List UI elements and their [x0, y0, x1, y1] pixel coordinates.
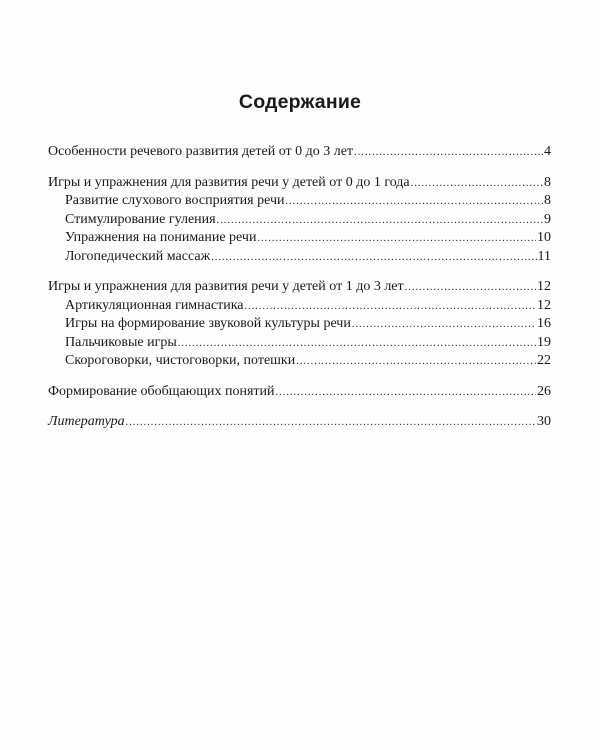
toc-entry-page: 8 — [544, 193, 551, 208]
toc-entry-page: 10 — [537, 230, 551, 245]
dot-leader — [257, 230, 536, 248]
toc-entry-label: Особенности речевого развития детей от 0 до 3 лет — [48, 144, 354, 159]
toc-entry-label: Развитие слухового восприятия речи — [65, 193, 285, 208]
toc-subentry — [48, 192, 551, 211]
toc-entry-page: 22 — [537, 353, 551, 368]
toc-entry-label: Упражнения на понимание речи — [65, 230, 257, 245]
page-title: Содержание — [238, 91, 362, 113]
dot-leader — [411, 175, 543, 193]
toc-entry — [48, 278, 551, 297]
dot-leader — [285, 193, 543, 211]
toc-entry-label: Стимулирование гуления — [65, 211, 216, 227]
toc-subentry — [48, 334, 551, 353]
dot-leader — [405, 279, 536, 297]
toc-subentry — [48, 297, 551, 316]
table-of-contents — [48, 143, 551, 432]
toc-entry-page: 19 — [537, 334, 551, 350]
toc-entry-page: 4 — [544, 144, 551, 159]
dot-leader — [126, 414, 536, 432]
dot-leader — [296, 353, 536, 371]
dot-leader — [352, 316, 536, 334]
toc-entry-label: Формирование обобщающих понятий — [48, 383, 275, 399]
toc-entry-page: 26 — [537, 383, 551, 399]
toc-entry-label: Логопедический массаж — [65, 248, 211, 264]
dot-leader — [178, 335, 536, 353]
toc-entry-page: 11 — [537, 248, 551, 264]
toc-subentry — [48, 248, 551, 267]
toc-entry-page: 12 — [537, 297, 551, 313]
toc-entry — [48, 143, 551, 162]
toc-entry-label: Скороговорки, чистоговорки, потешки — [65, 353, 296, 368]
toc-entry-label: Игры на формирование звуковой культуры речи — [65, 316, 351, 331]
toc-entry-page: 12 — [537, 279, 551, 294]
toc-entry-label: Пальчиковые игры — [65, 334, 177, 350]
toc-entry — [48, 413, 551, 432]
toc-entry — [48, 383, 551, 402]
toc-subentry — [48, 229, 551, 248]
toc-entry — [48, 174, 551, 193]
dot-leader — [245, 298, 537, 316]
toc-entry-page: 16 — [537, 316, 551, 331]
dot-leader — [211, 249, 536, 267]
toc-entry-label: Артикуляционная гимнастика — [65, 297, 244, 313]
toc-entry-label: Игры и упражнения для развития речи у детей от 1 до 3 лет — [48, 279, 404, 294]
toc-entry-page: 8 — [544, 174, 551, 190]
dot-leader — [217, 212, 543, 230]
toc-entry-label: Игры и упражнения для развития речи у детей от 0 до 1 года — [48, 174, 410, 190]
toc-entry-page: 9 — [544, 211, 551, 227]
dot-leader — [276, 384, 536, 402]
toc-subentry — [48, 315, 551, 334]
toc-subentry — [48, 211, 551, 230]
toc-entry-page: 30 — [537, 414, 551, 429]
dot-leader — [354, 144, 543, 162]
toc-entry-label: Литература — [48, 414, 125, 429]
toc-subentry — [48, 352, 551, 371]
